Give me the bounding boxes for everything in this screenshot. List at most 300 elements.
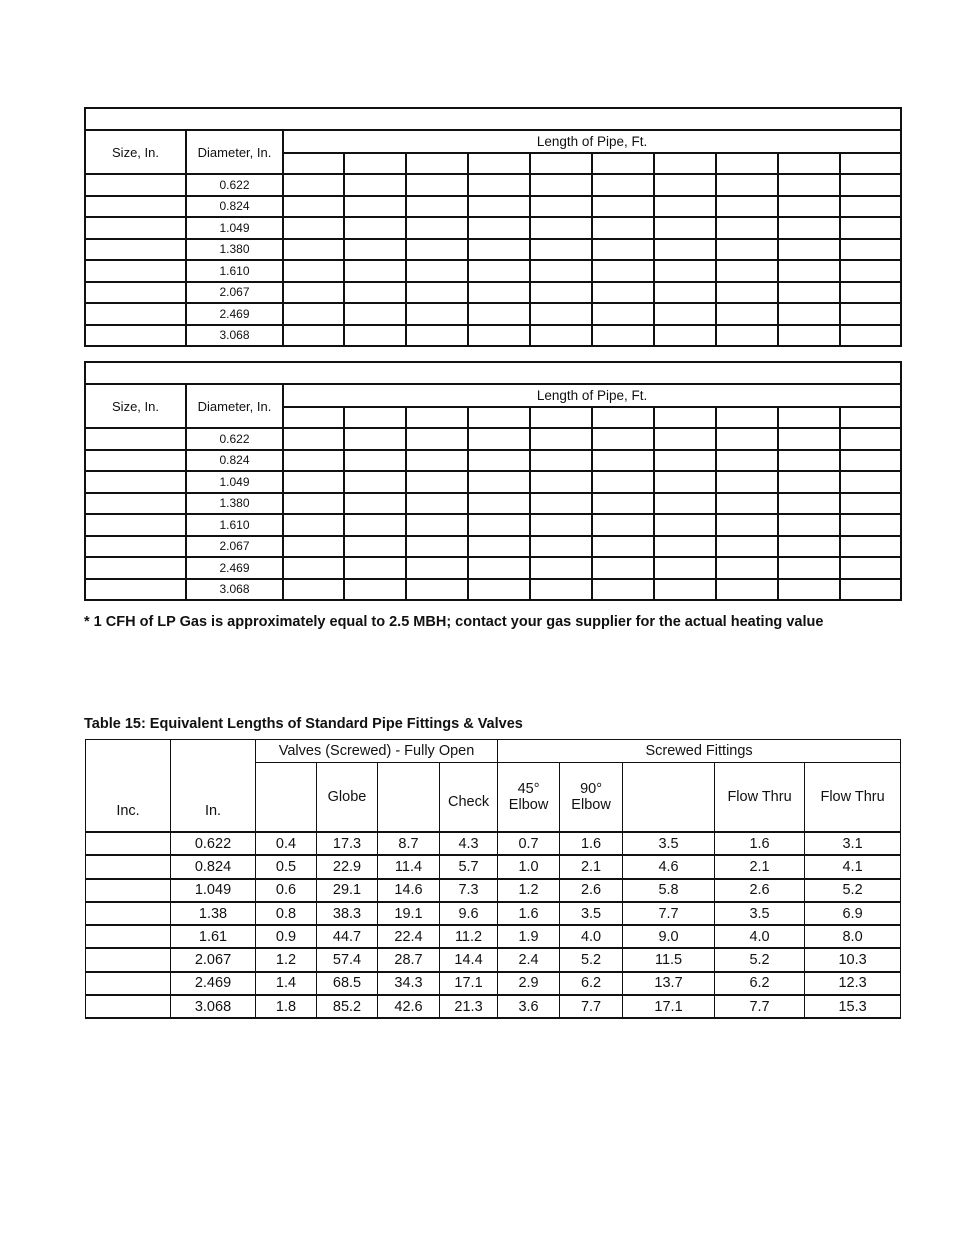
- capacity-cell: [406, 471, 468, 493]
- diameter-cell: 1.380: [186, 493, 283, 515]
- v3-cell: 28.7: [378, 948, 440, 971]
- capacity-cell: [840, 325, 901, 347]
- length-column-header: [592, 153, 654, 174]
- capacity-cell: [716, 303, 778, 325]
- capacity-cell: [344, 196, 406, 218]
- capacity-cell: [840, 579, 901, 601]
- capacity-cell: [592, 282, 654, 304]
- capacity-cell: [592, 450, 654, 472]
- equivalent-lengths-table: [85, 739, 901, 1019]
- capacity-cell: [654, 282, 716, 304]
- v1-cell: 1.4: [256, 972, 317, 995]
- capacity-cell: [840, 450, 901, 472]
- capacity-cell: [840, 260, 901, 282]
- fittings-group-header: Screwed Fittings: [498, 740, 901, 763]
- diameter-cell: 2.067: [186, 536, 283, 558]
- length-column-header: [283, 153, 344, 174]
- globe-cell: 44.7: [317, 925, 378, 948]
- table-row: [85, 557, 901, 579]
- diameter-header: In.: [171, 740, 256, 833]
- capacity-cell: [840, 557, 901, 579]
- globe-cell: 57.4: [317, 948, 378, 971]
- capacity-cell: [344, 325, 406, 347]
- capacity-cell: [530, 579, 592, 601]
- check-cell: 14.4: [440, 948, 498, 971]
- capacity-cell: [778, 514, 840, 536]
- table-row: [85, 303, 901, 325]
- capacity-cell: [406, 282, 468, 304]
- capacity-cell: [530, 557, 592, 579]
- diameter-header: Diameter, In.: [186, 130, 283, 174]
- f2-cell: 3.5: [715, 902, 805, 925]
- capacity-cell: [283, 325, 344, 347]
- capacity-cell: [592, 174, 654, 196]
- v1-cell: 0.8: [256, 902, 317, 925]
- capacity-cell: [344, 579, 406, 601]
- capacity-cell: [654, 303, 716, 325]
- capacity-cell: [468, 471, 530, 493]
- capacity-cell: [468, 174, 530, 196]
- capacity-cell: [778, 325, 840, 347]
- capacity-cell: [530, 303, 592, 325]
- e90-cell: 4.0: [560, 925, 623, 948]
- f1-cell: 17.1: [623, 995, 715, 1018]
- capacity-cell: [654, 217, 716, 239]
- capacity-cell: [344, 471, 406, 493]
- f3-cell: 4.1: [805, 855, 901, 878]
- size-cell: [85, 239, 186, 261]
- elbow-45-header: 45° Elbow: [498, 763, 560, 833]
- capacity-cell: [654, 536, 716, 558]
- check-cell: 4.3: [440, 832, 498, 855]
- capacity-cell: [654, 196, 716, 218]
- length-column-header: [406, 407, 468, 428]
- size-cell: [85, 493, 186, 515]
- e45-cell: 0.7: [498, 832, 560, 855]
- capacity-cell: [344, 428, 406, 450]
- table-row: [85, 325, 901, 347]
- capacity-cell: [654, 493, 716, 515]
- table-row: [85, 514, 901, 536]
- pipe-capacity-table-1: [84, 107, 902, 347]
- capacity-cell: [406, 557, 468, 579]
- tee-flow-thru-header: Flow Thru: [715, 763, 805, 833]
- globe-cell: 85.2: [317, 995, 378, 1018]
- diameter-cell: 0.622: [186, 174, 283, 196]
- diameter-cell: 0.824: [186, 450, 283, 472]
- e45-cell: 1.0: [498, 855, 560, 878]
- capacity-cell: [654, 471, 716, 493]
- table-row: [86, 902, 901, 925]
- capacity-cell: [530, 514, 592, 536]
- f1-cell: 7.7: [623, 902, 715, 925]
- pipe-capacity-table-2: [84, 361, 902, 601]
- check-cell: 7.3: [440, 879, 498, 902]
- capacity-cell: [530, 471, 592, 493]
- size-cell: [85, 260, 186, 282]
- capacity-cell: [592, 325, 654, 347]
- capacity-cell: [840, 471, 901, 493]
- f3-cell: 15.3: [805, 995, 901, 1018]
- capacity-cell: [530, 536, 592, 558]
- capacity-cell: [716, 217, 778, 239]
- size-header: Size, In.: [85, 130, 186, 174]
- capacity-cell: [468, 557, 530, 579]
- capacity-cell: [592, 260, 654, 282]
- gate-valve-header: [256, 763, 317, 833]
- e90-cell: 1.6: [560, 832, 623, 855]
- table-row: [85, 450, 901, 472]
- v1-cell: 0.9: [256, 925, 317, 948]
- globe-cell: 68.5: [317, 972, 378, 995]
- capacity-cell: [468, 493, 530, 515]
- capacity-cell: [530, 282, 592, 304]
- capacity-cell: [530, 174, 592, 196]
- v1-cell: 1.8: [256, 995, 317, 1018]
- diameter-cell: 2.469: [186, 557, 283, 579]
- capacity-cell: [344, 260, 406, 282]
- capacity-cell: [468, 260, 530, 282]
- capacity-cell: [840, 282, 901, 304]
- size-cell: [85, 196, 186, 218]
- size-cell: [85, 174, 186, 196]
- size-cell: [85, 428, 186, 450]
- e90-cell: 5.2: [560, 948, 623, 971]
- size-cell: [85, 579, 186, 601]
- capacity-cell: [406, 196, 468, 218]
- capacity-cell: [840, 514, 901, 536]
- capacity-cell: [406, 428, 468, 450]
- table-row: [85, 579, 901, 601]
- capacity-cell: [283, 428, 344, 450]
- length-column-header: [654, 153, 716, 174]
- diameter-cell: 1.610: [186, 260, 283, 282]
- capacity-cell: [530, 450, 592, 472]
- capacity-cell: [592, 557, 654, 579]
- capacity-cell: [530, 217, 592, 239]
- capacity-cell: [468, 325, 530, 347]
- capacity-cell: [283, 239, 344, 261]
- capacity-cell: [716, 450, 778, 472]
- diameter-cell: 0.824: [171, 855, 256, 878]
- capacity-cell: [468, 428, 530, 450]
- f2-cell: 6.2: [715, 972, 805, 995]
- capacity-cell: [283, 536, 344, 558]
- v3-cell: 8.7: [378, 832, 440, 855]
- f1-cell: 13.7: [623, 972, 715, 995]
- lp-gas-footnote: * 1 CFH of LP Gas is approximately equal to 2.5 MBH; contact your gas supplier for the actual heating value: [84, 614, 824, 630]
- angle-valve-header: [378, 763, 440, 833]
- size-cell: [86, 879, 171, 902]
- e90-cell: 3.5: [560, 902, 623, 925]
- capacity-cell: [592, 428, 654, 450]
- size-cell: [86, 995, 171, 1018]
- capacity-cell: [778, 536, 840, 558]
- e45-cell: 2.4: [498, 948, 560, 971]
- table-title: [85, 362, 901, 384]
- capacity-cell: [344, 282, 406, 304]
- diameter-cell: 1.380: [186, 239, 283, 261]
- diameter-cell: 3.068: [171, 995, 256, 1018]
- table-row: [85, 174, 901, 196]
- capacity-cell: [654, 557, 716, 579]
- diameter-cell: 1.049: [186, 217, 283, 239]
- v3-cell: 19.1: [378, 902, 440, 925]
- capacity-cell: [344, 493, 406, 515]
- capacity-cell: [344, 174, 406, 196]
- f2-cell: 1.6: [715, 832, 805, 855]
- capacity-cell: [840, 493, 901, 515]
- capacity-cell: [344, 536, 406, 558]
- capacity-cell: [468, 303, 530, 325]
- length-column-header: [840, 407, 901, 428]
- length-column-header: [840, 153, 901, 174]
- capacity-cell: [716, 282, 778, 304]
- globe-cell: 22.9: [317, 855, 378, 878]
- capacity-cell: [406, 174, 468, 196]
- capacity-cell: [716, 557, 778, 579]
- capacity-cell: [778, 557, 840, 579]
- size-cell: [86, 948, 171, 971]
- capacity-cell: [716, 174, 778, 196]
- capacity-cell: [283, 514, 344, 536]
- table-row: [85, 493, 901, 515]
- e45-cell: 3.6: [498, 995, 560, 1018]
- check-cell: 17.1: [440, 972, 498, 995]
- capacity-cell: [530, 239, 592, 261]
- f3-cell: 3.1: [805, 832, 901, 855]
- capacity-cell: [840, 196, 901, 218]
- capacity-cell: [468, 514, 530, 536]
- capacity-cell: [468, 217, 530, 239]
- diameter-cell: 1.610: [186, 514, 283, 536]
- length-column-header: [716, 407, 778, 428]
- size-header: Size, In.: [85, 384, 186, 428]
- diameter-cell: 3.068: [186, 579, 283, 601]
- size-header: Inc.: [86, 740, 171, 833]
- capacity-cell: [530, 196, 592, 218]
- capacity-cell: [344, 450, 406, 472]
- length-column-header: [530, 153, 592, 174]
- f3-cell: 12.3: [805, 972, 901, 995]
- check-cell: 21.3: [440, 995, 498, 1018]
- size-cell: [86, 855, 171, 878]
- diameter-cell: 3.068: [186, 325, 283, 347]
- diameter-cell: 1.049: [171, 879, 256, 902]
- e45-cell: 1.9: [498, 925, 560, 948]
- size-cell: [85, 536, 186, 558]
- size-cell: [86, 925, 171, 948]
- tee-flow-thru-header-2: Flow Thru: [805, 763, 901, 833]
- length-column-header: [283, 407, 344, 428]
- capacity-cell: [778, 239, 840, 261]
- size-cell: [86, 972, 171, 995]
- capacity-cell: [344, 514, 406, 536]
- capacity-cell: [778, 493, 840, 515]
- e90-cell: 2.1: [560, 855, 623, 878]
- capacity-cell: [468, 196, 530, 218]
- capacity-cell: [778, 260, 840, 282]
- f2-cell: 7.7: [715, 995, 805, 1018]
- diameter-cell: 2.469: [171, 972, 256, 995]
- capacity-cell: [283, 303, 344, 325]
- capacity-cell: [778, 217, 840, 239]
- capacity-cell: [344, 557, 406, 579]
- capacity-cell: [530, 428, 592, 450]
- capacity-cell: [406, 260, 468, 282]
- capacity-cell: [654, 325, 716, 347]
- capacity-cell: [592, 536, 654, 558]
- globe-valve-header: Globe: [317, 763, 378, 833]
- capacity-cell: [716, 196, 778, 218]
- f3-cell: 5.2: [805, 879, 901, 902]
- diameter-cell: 1.61: [171, 925, 256, 948]
- table-row: [85, 428, 901, 450]
- v3-cell: 34.3: [378, 972, 440, 995]
- check-cell: 5.7: [440, 855, 498, 878]
- f2-cell: 2.1: [715, 855, 805, 878]
- capacity-cell: [716, 493, 778, 515]
- table-row: [85, 217, 901, 239]
- capacity-cell: [406, 579, 468, 601]
- capacity-cell: [840, 536, 901, 558]
- v1-cell: 1.2: [256, 948, 317, 971]
- capacity-cell: [344, 217, 406, 239]
- check-cell: 9.6: [440, 902, 498, 925]
- capacity-cell: [530, 260, 592, 282]
- capacity-cell: [406, 239, 468, 261]
- capacity-cell: [778, 428, 840, 450]
- table-row: [85, 471, 901, 493]
- capacity-cell: [468, 579, 530, 601]
- capacity-cell: [283, 557, 344, 579]
- capacity-cell: [468, 239, 530, 261]
- capacity-cell: [468, 282, 530, 304]
- f3-cell: 8.0: [805, 925, 901, 948]
- capacity-cell: [716, 260, 778, 282]
- capacity-cell: [406, 450, 468, 472]
- length-column-header: [468, 153, 530, 174]
- capacity-cell: [283, 579, 344, 601]
- diameter-cell: 0.622: [186, 428, 283, 450]
- capacity-cell: [654, 450, 716, 472]
- capacity-cell: [406, 303, 468, 325]
- globe-cell: 38.3: [317, 902, 378, 925]
- capacity-cell: [778, 450, 840, 472]
- diameter-cell: 2.469: [186, 303, 283, 325]
- table-row: [85, 239, 901, 261]
- length-column-header: [592, 407, 654, 428]
- length-column-header: [716, 153, 778, 174]
- length-column-header: [344, 407, 406, 428]
- capacity-cell: [283, 196, 344, 218]
- capacity-cell: [654, 428, 716, 450]
- table-title: [85, 108, 901, 130]
- v1-cell: 0.4: [256, 832, 317, 855]
- f1-cell: 4.6: [623, 855, 715, 878]
- capacity-cell: [778, 303, 840, 325]
- table-row: [85, 260, 901, 282]
- capacity-cell: [654, 514, 716, 536]
- v1-cell: 0.6: [256, 879, 317, 902]
- table-row: [86, 855, 901, 878]
- check-valve-header: Check: [440, 763, 498, 833]
- table-row: [85, 536, 901, 558]
- size-cell: [86, 902, 171, 925]
- capacity-cell: [716, 325, 778, 347]
- v3-cell: 22.4: [378, 925, 440, 948]
- v3-cell: 11.4: [378, 855, 440, 878]
- e45-cell: 1.2: [498, 879, 560, 902]
- diameter-cell: 1.38: [171, 902, 256, 925]
- diameter-header: Diameter, In.: [186, 384, 283, 428]
- capacity-cell: [840, 217, 901, 239]
- capacity-cell: [778, 471, 840, 493]
- capacity-cell: [592, 196, 654, 218]
- v3-cell: 14.6: [378, 879, 440, 902]
- f1-cell: 11.5: [623, 948, 715, 971]
- capacity-cell: [654, 260, 716, 282]
- size-cell: [85, 325, 186, 347]
- size-cell: [86, 832, 171, 855]
- capacity-cell: [344, 303, 406, 325]
- table-row: [86, 995, 901, 1018]
- e90-cell: 6.2: [560, 972, 623, 995]
- f2-cell: 5.2: [715, 948, 805, 971]
- capacity-cell: [530, 493, 592, 515]
- table-row: [86, 832, 901, 855]
- f1-cell: 5.8: [623, 879, 715, 902]
- f2-cell: 4.0: [715, 925, 805, 948]
- capacity-cell: [592, 303, 654, 325]
- capacity-cell: [716, 428, 778, 450]
- valves-group-header: Valves (Screwed) - Fully Open: [256, 740, 498, 763]
- capacity-cell: [840, 174, 901, 196]
- capacity-cell: [716, 471, 778, 493]
- capacity-cell: [406, 493, 468, 515]
- capacity-cell: [654, 239, 716, 261]
- table-15-caption: Table 15: Equivalent Lengths of Standard Pipe Fittings & Valves: [84, 716, 523, 732]
- f3-cell: 10.3: [805, 948, 901, 971]
- size-cell: [85, 557, 186, 579]
- size-cell: [85, 471, 186, 493]
- capacity-cell: [592, 493, 654, 515]
- capacity-cell: [283, 260, 344, 282]
- length-of-pipe-header: Length of Pipe, Ft.: [283, 130, 901, 153]
- capacity-cell: [840, 428, 901, 450]
- table-row: [86, 879, 901, 902]
- length-column-header: [406, 153, 468, 174]
- e45-cell: 1.6: [498, 902, 560, 925]
- table-row: [85, 196, 901, 218]
- capacity-cell: [283, 174, 344, 196]
- check-cell: 11.2: [440, 925, 498, 948]
- length-column-header: [344, 153, 406, 174]
- capacity-cell: [344, 239, 406, 261]
- length-column-header: [654, 407, 716, 428]
- capacity-cell: [406, 217, 468, 239]
- capacity-cell: [778, 282, 840, 304]
- e90-cell: 7.7: [560, 995, 623, 1018]
- capacity-cell: [530, 325, 592, 347]
- capacity-cell: [283, 471, 344, 493]
- capacity-cell: [840, 303, 901, 325]
- size-cell: [85, 217, 186, 239]
- size-cell: [85, 514, 186, 536]
- capacity-cell: [840, 239, 901, 261]
- capacity-cell: [592, 471, 654, 493]
- capacity-cell: [592, 579, 654, 601]
